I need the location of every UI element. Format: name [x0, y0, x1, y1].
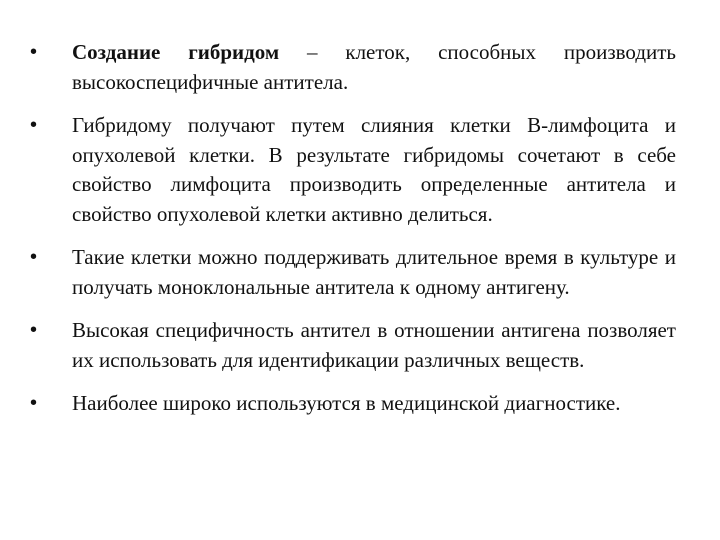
- bullet-item-1: [30, 38, 676, 97]
- bullet-text: Наиболее широко используются в медицинской диагностике.: [72, 391, 621, 415]
- bullet-item-3: [30, 243, 676, 302]
- bullet-item-4: [30, 316, 676, 375]
- bullet-dot-icon: •: [30, 319, 38, 341]
- bullet-dot-icon: •: [30, 41, 38, 63]
- bullet-list: [30, 38, 676, 433]
- bullet-dot-icon: •: [30, 246, 38, 268]
- bullet-term: Создание гибридом: [72, 40, 280, 64]
- bullet-text: Высокая специфичность антител в отношении антигена позволяет их использовать для идентификации различных веществ.: [72, 318, 676, 372]
- bullet-text: Гибридому получают путем слияния клетки В-лимфоцита и опухолевой клетки. В результате гибридомы сочетают в себе свойство лимфоцита производить определенные антитела и свойство опухолевой клетки активно делиться.: [72, 113, 676, 226]
- bullet-dot-icon: •: [30, 114, 38, 136]
- bullet-item-2: [30, 111, 676, 229]
- bullet-dot-icon: •: [30, 392, 38, 414]
- bullet-text: – клеток, способных производить высокоспецифичные антитела.: [72, 40, 676, 94]
- bullet-item-5: [30, 389, 676, 419]
- bullet-text: Такие клетки можно поддерживать длительное время в культуре и получать моноклональные антитела к одному антигену.: [72, 245, 676, 299]
